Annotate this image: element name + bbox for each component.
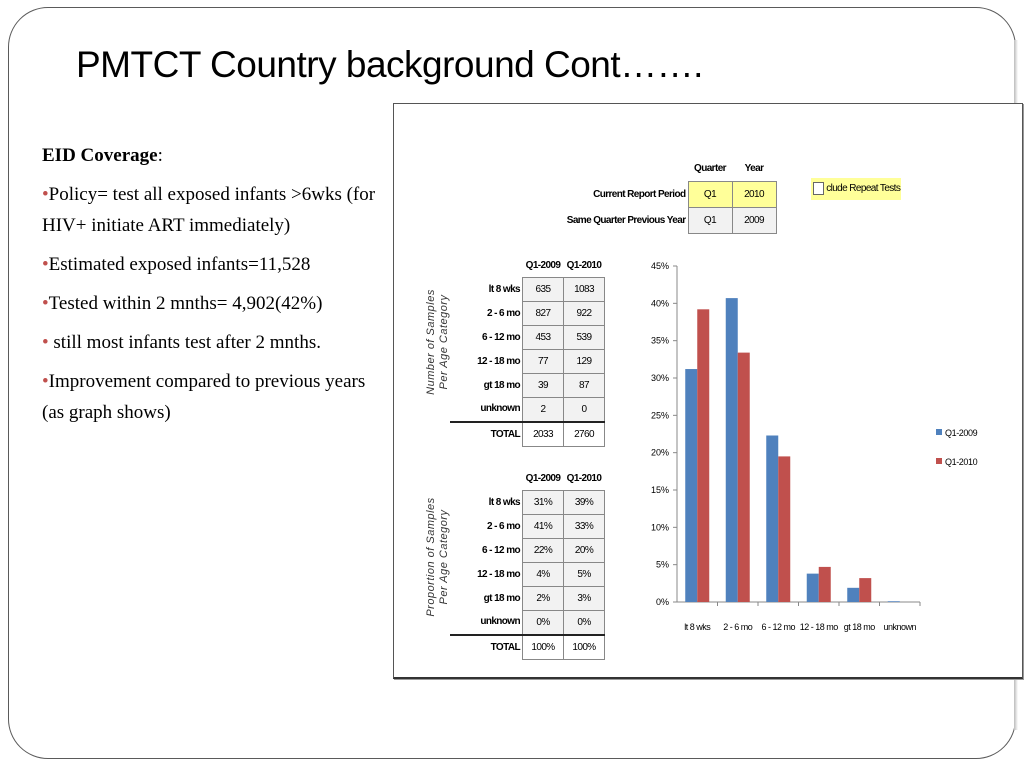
count-cell: 39 [523,373,564,397]
bar-q1-2009 [847,588,859,602]
bar-q1-2009 [766,435,778,602]
proportion-cell: 2% [523,586,564,610]
row-label: lt 8 wks [488,283,520,295]
proportion-cell: 33% [564,514,605,538]
left-text-block [42,140,392,436]
total-cell: 100% [564,635,605,660]
bullet-5: •Improvement compared to previous years (as graph shows) [42,371,366,423]
count-cell: 827 [523,301,564,325]
legend-swatch [936,429,942,435]
count-cell: 2 [523,397,564,422]
eid-dashboard-image [393,103,1023,679]
age-distribution-chart [394,104,1022,678]
bar-q1-2010 [859,578,871,602]
count-cell: 1083 [564,277,605,301]
count-cell: 129 [564,349,605,373]
counts-header: Q1-2010 [566,259,602,271]
period-row-previous-label: Same Quarter Previous Year [566,215,686,226]
bullet-3: •Tested within 2 mnths= 4,902(42%) [42,293,323,314]
y-tick-label: 25% [650,410,669,421]
row-label: 6 - 12 mo [482,331,520,343]
proportions-header: Q1-2009 [525,472,561,484]
current-quarter-cell[interactable]: Q1 [688,182,732,208]
total-label: TOTAL [450,422,523,447]
bullet-4: • still most infants test after 2 mnths. [42,332,321,353]
total-cell: 2760 [564,422,605,447]
current-year-cell[interactable]: 2010 [732,182,776,208]
bar-q1-2009 [888,601,900,602]
y-tick-label: 35% [650,335,669,346]
proportion-cell: 0% [523,610,564,635]
y-tick-label: 15% [650,485,669,495]
proportion-cell: 5% [564,562,605,586]
count-cell: 0 [564,397,605,422]
y-tick-label: 30% [650,373,669,383]
y-tick-label: 5% [655,559,669,570]
count-cell: 453 [523,325,564,349]
period-row-current-label: Current Report Period [593,189,686,200]
proportion-cell: 39% [564,490,605,514]
proportions-axis-label: Proportion of Samples Per Age Category [425,497,450,617]
bar-q1-2010 [738,353,750,602]
row-label: unknown [480,616,520,628]
y-tick-label: 0% [655,597,669,607]
proportion-cell: 0% [564,610,605,635]
bar-q1-2009 [807,574,819,602]
previous-year-cell: 2009 [732,208,776,234]
period-col-year: Year [744,163,764,174]
proportions-header: Q1-2010 [566,472,602,484]
row-label: 2 - 6 mo [487,307,520,319]
proportion-cell: 3% [564,586,605,610]
y-tick-label: 45% [650,261,669,271]
counts-axis-label: Number of Samples Per Age Category [425,289,450,395]
bar-q1-2009 [726,298,738,602]
total-cell: 2033 [523,422,564,447]
row-label: lt 8 wks [488,496,520,508]
x-tick-label: unknown [883,622,917,632]
count-cell: 539 [564,325,605,349]
y-tick-label: 20% [650,447,669,458]
total-label: TOTAL [450,635,523,660]
row-label: 2 - 6 mo [487,520,520,532]
row-label: 12 - 18 mo [477,568,520,580]
period-col-quarter: Quarter [694,163,726,174]
x-tick-label: gt 18 mo [843,622,875,632]
row-label: gt 18 mo [483,379,520,391]
proportion-cell: 20% [564,538,605,562]
eid-heading: EID Coverage: [42,145,163,166]
x-tick-label: 12 - 18 mo [799,622,838,632]
row-label: 12 - 18 mo [477,355,520,367]
proportion-cell: 22% [523,538,564,562]
count-cell: 87 [564,373,605,397]
counts-header: Q1-2009 [525,259,561,271]
count-cell: 77 [523,349,564,373]
legend-label: Q1-2009 [945,428,978,438]
slide-title: PMTCT Country background Cont……. [76,44,703,85]
previous-quarter-cell: Q1 [688,208,732,234]
x-tick-label: 2 - 6 mo [723,622,753,632]
bullet-2: •Estimated exposed infants=11,528 [42,254,311,275]
row-label: unknown [480,403,520,415]
legend-swatch [936,458,942,464]
y-tick-label: 40% [650,298,669,309]
count-cell: 922 [564,301,605,325]
row-label: gt 18 mo [483,592,520,604]
proportion-cell: 4% [523,562,564,586]
x-tick-label: 6 - 12 mo [761,622,796,632]
x-tick-label: lt 8 wks [684,622,711,632]
proportion-cell: 41% [523,514,564,538]
row-label: 6 - 12 mo [482,544,520,556]
bar-q1-2010 [778,456,790,602]
proportion-cell: 31% [523,490,564,514]
bar-q1-2010 [697,309,709,602]
y-tick-label: 10% [650,522,669,533]
bullet-1: •Policy= test all exposed infants >6wks (for HIV+ initiate ART immediately) [42,184,376,236]
bar-q1-2009 [685,369,697,602]
repeat-tests-label: clude Repeat Tests [826,183,901,194]
legend-label: Q1-2010 [945,457,978,467]
bar-q1-2010 [819,567,831,602]
total-cell: 100% [523,635,564,660]
count-cell: 635 [523,277,564,301]
